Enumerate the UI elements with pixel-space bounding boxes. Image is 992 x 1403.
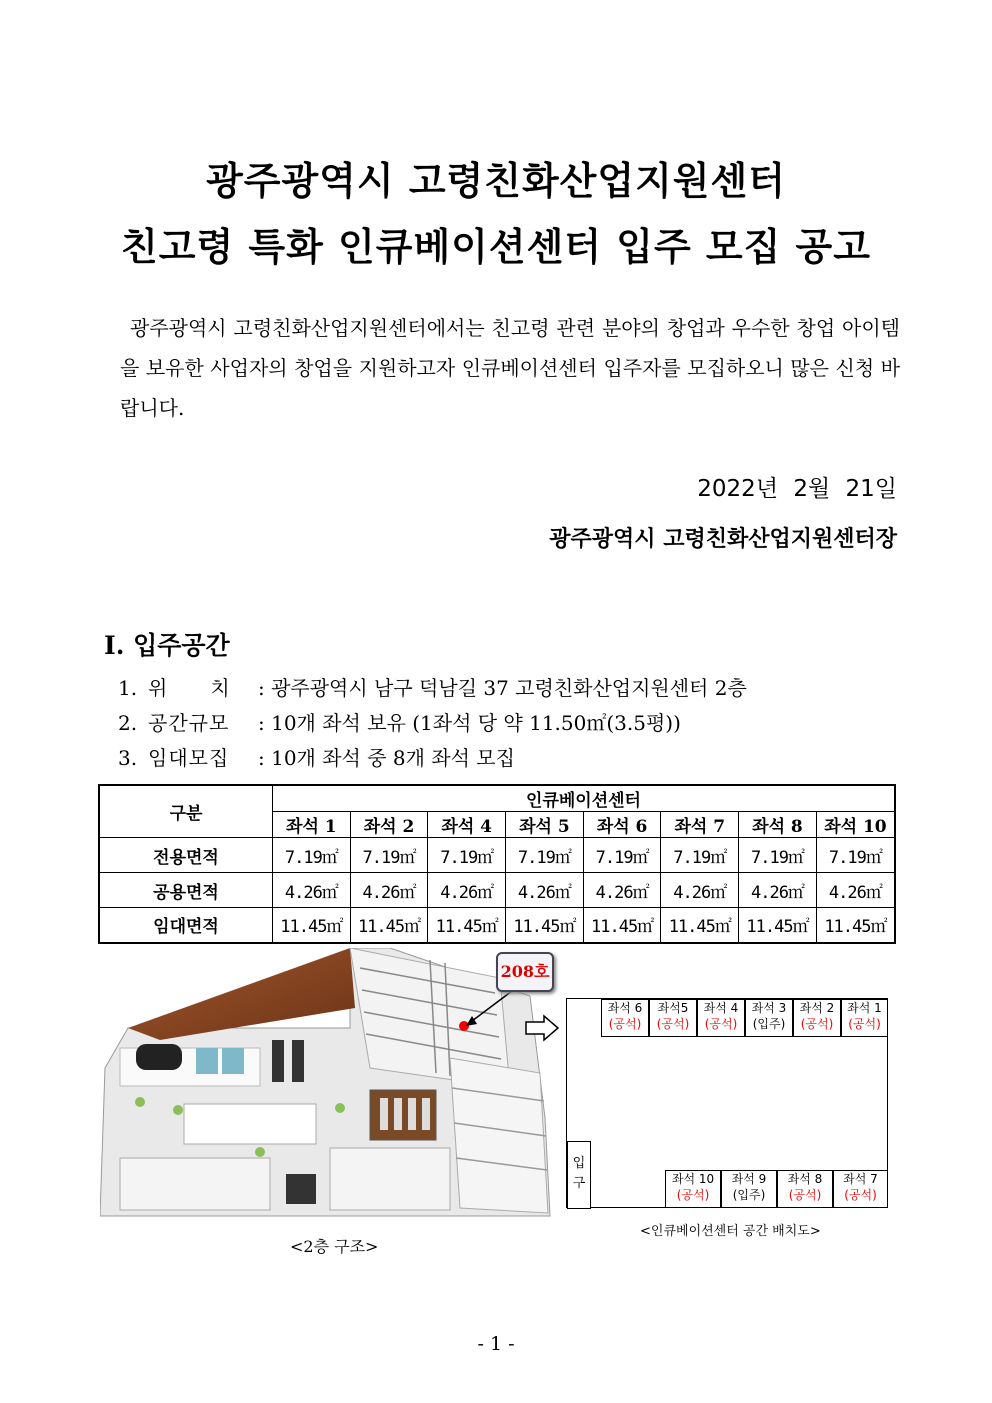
seat-status: (공석) xyxy=(788,1188,822,1202)
seat-cell xyxy=(721,1170,777,1208)
right-arrow-icon xyxy=(524,1014,560,1042)
entrance-char: 구 xyxy=(572,1176,586,1191)
seat-cell xyxy=(841,999,888,1037)
area-value: 11.45㎡ xyxy=(350,908,428,943)
layout-caption: <인큐베이션센터 공간 배치도> xyxy=(640,1224,821,1239)
area-value: 4.26㎡ xyxy=(816,873,895,908)
area-value: 4.26㎡ xyxy=(350,873,428,908)
seat-header: 좌석 7 xyxy=(661,812,739,838)
seat-cell xyxy=(833,1170,888,1208)
seat-name: 좌석 3 xyxy=(751,1001,787,1015)
area-value: 7.19㎡ xyxy=(350,838,428,873)
seat-status: (입주) xyxy=(732,1188,766,1202)
seat-cell xyxy=(793,999,841,1037)
area-value: 4.26㎡ xyxy=(273,873,351,908)
seat-cell xyxy=(777,1170,833,1208)
item-space-size xyxy=(118,707,681,736)
seat-status: (공석) xyxy=(656,1017,690,1031)
area-value: 7.19㎡ xyxy=(661,838,739,873)
seat-status: (공석) xyxy=(704,1017,738,1031)
item-label: 임대모집 xyxy=(148,746,230,770)
seat-name: 좌석 6 xyxy=(607,1001,643,1015)
row-label: 공용면적 xyxy=(99,873,273,908)
seat-name: 좌석 7 xyxy=(843,1172,878,1186)
table-group-header: 인큐베이션센터 xyxy=(273,785,896,812)
area-value: 11.45㎡ xyxy=(739,908,817,943)
area-value: 4.26㎡ xyxy=(428,873,506,908)
item-label: 위 치 xyxy=(148,676,231,700)
seat-name: 좌석 2 xyxy=(799,1001,835,1015)
area-value: 7.19㎡ xyxy=(739,838,817,873)
area-value: 11.45㎡ xyxy=(428,908,506,943)
item-number: 1. xyxy=(118,676,138,700)
table-row xyxy=(99,908,895,943)
table-row xyxy=(99,838,895,873)
area-value: 11.45㎡ xyxy=(816,908,895,943)
notice-date: 2022년 2월 21일 xyxy=(697,476,897,502)
area-value: 7.19㎡ xyxy=(506,838,584,873)
floor-plan-illustration xyxy=(100,948,560,1228)
seat-header: 좌석 10 xyxy=(816,812,895,838)
seat-header: 좌석 1 xyxy=(273,812,351,838)
item-value: : 10개 좌석 보유 (1좌석 당 약 11.50㎡(3.5평)) xyxy=(258,711,681,735)
seat-cell xyxy=(601,999,649,1037)
wood-floor-area xyxy=(128,948,355,1040)
area-value: 7.19㎡ xyxy=(428,838,506,873)
seat-header: 좌석 4 xyxy=(428,812,506,838)
seat-status: (공석) xyxy=(800,1017,834,1031)
area-value: 4.26㎡ xyxy=(583,873,661,908)
area-value: 7.19㎡ xyxy=(816,838,895,873)
item-location xyxy=(118,672,747,701)
area-value: 11.45㎡ xyxy=(661,908,739,943)
seat-name: 좌석 1 xyxy=(847,1001,882,1015)
area-value: 11.45㎡ xyxy=(583,908,661,943)
page-number: - 1 - xyxy=(477,1333,515,1355)
seat-status: (공석) xyxy=(676,1188,710,1202)
seat-status: (공석) xyxy=(844,1188,877,1202)
open-lounge xyxy=(184,1104,316,1144)
section-title: Ⅰ. 입주공간 xyxy=(104,631,230,660)
row-label: 임대면적 xyxy=(99,908,273,943)
area-value: 11.45㎡ xyxy=(506,908,584,943)
seat-cell xyxy=(649,999,697,1037)
table-row xyxy=(99,873,895,908)
seat-cell xyxy=(665,1170,721,1208)
seat-status: (공석) xyxy=(608,1017,642,1031)
item-value: : 광주광역시 남구 덕남길 37 고령친화산업지원센터 2층 xyxy=(258,676,747,700)
seat-layout-diagram xyxy=(566,998,888,1208)
seat-header: 좌석 2 xyxy=(350,812,428,838)
seat-name: 좌석 10 xyxy=(671,1172,715,1186)
area-value: 4.26㎡ xyxy=(506,873,584,908)
item-number: 2. xyxy=(118,711,138,735)
item-lease-recruit xyxy=(118,742,515,771)
room-marker-dot xyxy=(459,1021,469,1031)
title-line2: 친고령 특화 인큐베이션센터 입주 모집 공고 xyxy=(121,224,871,269)
intro-paragraph: 광주광역시 고령친화산업지원센터에서는 친고령 관련 분야의 창업과 우수한 창업 아이템을 보유한 사업자의 창업을 지원하고자 인큐베이션센터 입주자를 모집하오니 많은 신청 바랍니다. xyxy=(120,316,900,420)
area-value: 7.19㎡ xyxy=(273,838,351,873)
seat-header: 좌석 8 xyxy=(739,812,817,838)
seat-name: 좌석 4 xyxy=(703,1001,739,1015)
room-number-badge: 208호 xyxy=(496,952,554,992)
area-value: 4.26㎡ xyxy=(739,873,817,908)
seat-header: 좌석 6 xyxy=(583,812,661,838)
seat-name: 좌석 8 xyxy=(787,1172,823,1186)
seat-status: (공석) xyxy=(848,1017,881,1031)
title-line1: 광주광역시 고령친화산업지원센터 xyxy=(206,158,786,203)
entrance-label xyxy=(567,1141,591,1209)
entrance-char: 입 xyxy=(572,1156,586,1171)
meeting-table xyxy=(136,1044,182,1070)
item-value: : 10개 좌석 중 8개 좌석 모집 xyxy=(258,746,515,770)
area-value: 11.45㎡ xyxy=(273,908,351,943)
issuer: 광주광역시 고령친화산업지원센터장 xyxy=(549,526,897,552)
table-corner: 구분 xyxy=(99,785,273,838)
item-number: 3. xyxy=(118,746,138,770)
seat-cell xyxy=(697,999,745,1037)
area-value: 4.26㎡ xyxy=(661,873,739,908)
seat-area-table xyxy=(98,784,896,944)
floor-plan-caption: <2층 구조> xyxy=(290,1237,379,1256)
row-label: 전용면적 xyxy=(99,838,273,873)
seat-cell xyxy=(745,999,793,1037)
item-label: 공간규모 xyxy=(148,711,230,735)
seat-status: (입주) xyxy=(752,1017,786,1031)
seat-name: 좌석5 xyxy=(657,1001,689,1015)
seat-header: 좌석 5 xyxy=(506,812,584,838)
area-value: 7.19㎡ xyxy=(583,838,661,873)
seat-name: 좌석 9 xyxy=(731,1172,767,1186)
